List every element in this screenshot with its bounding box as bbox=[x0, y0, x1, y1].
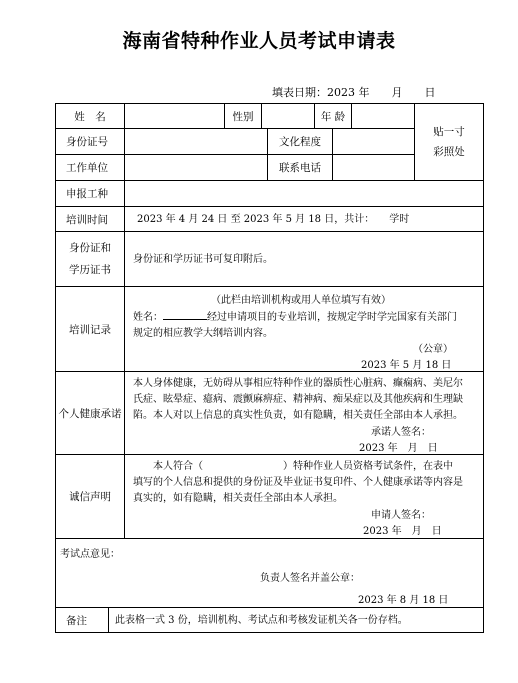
training-record-note: （此栏由培训机构或用人单位填写有效） bbox=[211, 295, 391, 306]
training-record-label: 培训记录 bbox=[55, 286, 125, 372]
exam-point-label: 考试点意见： bbox=[60, 549, 120, 560]
education-label: 文化程度 bbox=[267, 128, 333, 155]
training-time-value: 2023 年 4 月 24 日 至 2023 年 5 月 18 日，共计： 学时 bbox=[124, 206, 484, 232]
exam-point-box bbox=[55, 538, 484, 608]
photo-label-line2: 彩照处 bbox=[433, 146, 465, 158]
integrity-box bbox=[124, 454, 484, 539]
training-record-suffix: 经过申请项目的专业培训，按规定学时学完国家有关部门 bbox=[207, 312, 457, 323]
remark-label: 备注 bbox=[55, 607, 109, 633]
education-field[interactable] bbox=[332, 128, 415, 155]
health-sign: 承诺人签名： bbox=[371, 427, 431, 438]
application-form bbox=[55, 103, 484, 633]
training-record-box bbox=[124, 286, 484, 372]
health-label: 个人健康承诺 bbox=[55, 371, 125, 455]
photo-label-line1: 贴一寸 bbox=[433, 126, 465, 138]
job-type-field[interactable] bbox=[124, 180, 484, 207]
exam-point-date: 2023 年 8 月 18 日 bbox=[358, 595, 449, 606]
gender-field[interactable] bbox=[261, 103, 315, 129]
phone-label: 联系电话 bbox=[267, 154, 333, 181]
id-cert-value: 身份证和学历证书可复印附后。 bbox=[124, 231, 484, 287]
integrity-line-3: 真实的，如有隐瞒，相关责任全部由本人承担。 bbox=[133, 493, 343, 504]
gender-label: 性别 bbox=[224, 103, 262, 129]
id-no-label: 身份证号 bbox=[55, 128, 125, 155]
integrity-line-1: 本人符合（ ）特种作业人员资格考试条件，在表中 bbox=[153, 461, 453, 472]
health-line-2: 氏症、眩晕症、癔病、震颤麻痹症、精神病、痴呆症以及其他疾病和生理缺 bbox=[133, 394, 463, 405]
job-type-label: 申报工种 bbox=[55, 180, 125, 207]
age-field[interactable] bbox=[351, 103, 415, 129]
training-record-text2: 规定的相应教学大纲培训内容。 bbox=[133, 328, 273, 339]
name-field[interactable] bbox=[124, 103, 225, 129]
training-record-prefix: 姓名： bbox=[133, 312, 163, 323]
health-line-3: 陷。本人对以上信息的真实性负责，如有隐瞒，相关责任全部由本人承担。 bbox=[133, 410, 463, 421]
health-line-1: 本人身体健康，无妨碍从事相应特种作业的器质性心脏病、癫痫病、美尼尔 bbox=[133, 378, 463, 389]
age-label: 年 龄 bbox=[314, 103, 352, 129]
training-record-text1 bbox=[133, 308, 457, 323]
training-record-date: 2023 年 5 月 18 日 bbox=[361, 360, 452, 371]
id-cert-label-line1: 身份证和 bbox=[69, 242, 111, 254]
photo-box bbox=[414, 103, 484, 181]
health-box bbox=[124, 371, 484, 455]
id-cert-label-line2: 学历证书 bbox=[69, 264, 111, 276]
health-date: 2023 年 月 日 bbox=[359, 443, 438, 454]
employer-label: 工作单位 bbox=[55, 154, 125, 181]
exam-point-sign: 负责人签名并盖公章： bbox=[260, 573, 360, 584]
employer-field[interactable] bbox=[124, 154, 268, 181]
integrity-line-2: 填写的个人信息和提供的身份证及毕业证书复印件、个人健康承诺等内容是 bbox=[133, 477, 463, 488]
trainee-name-blank[interactable] bbox=[163, 310, 207, 320]
remark-value: 此表格一式 3 份，培训机构、考试点和考核发证机关各一份存档。 bbox=[108, 607, 484, 633]
form-title: 海南省特种作业人员考试申请表 bbox=[122, 30, 396, 52]
training-time-label: 培训时间 bbox=[55, 206, 125, 232]
phone-field[interactable] bbox=[332, 154, 415, 181]
fill-date: 填表日期：2023 年 月 日 bbox=[272, 86, 436, 99]
integrity-date: 2023 年 月 日 bbox=[363, 526, 442, 537]
integrity-sign: 申请人签名： bbox=[371, 510, 431, 521]
name-label: 姓 名 bbox=[55, 103, 125, 129]
id-no-field[interactable] bbox=[124, 128, 268, 155]
id-cert-label bbox=[55, 231, 125, 287]
integrity-label: 诚信声明 bbox=[55, 454, 125, 539]
training-record-seal: （公章） bbox=[413, 344, 453, 355]
